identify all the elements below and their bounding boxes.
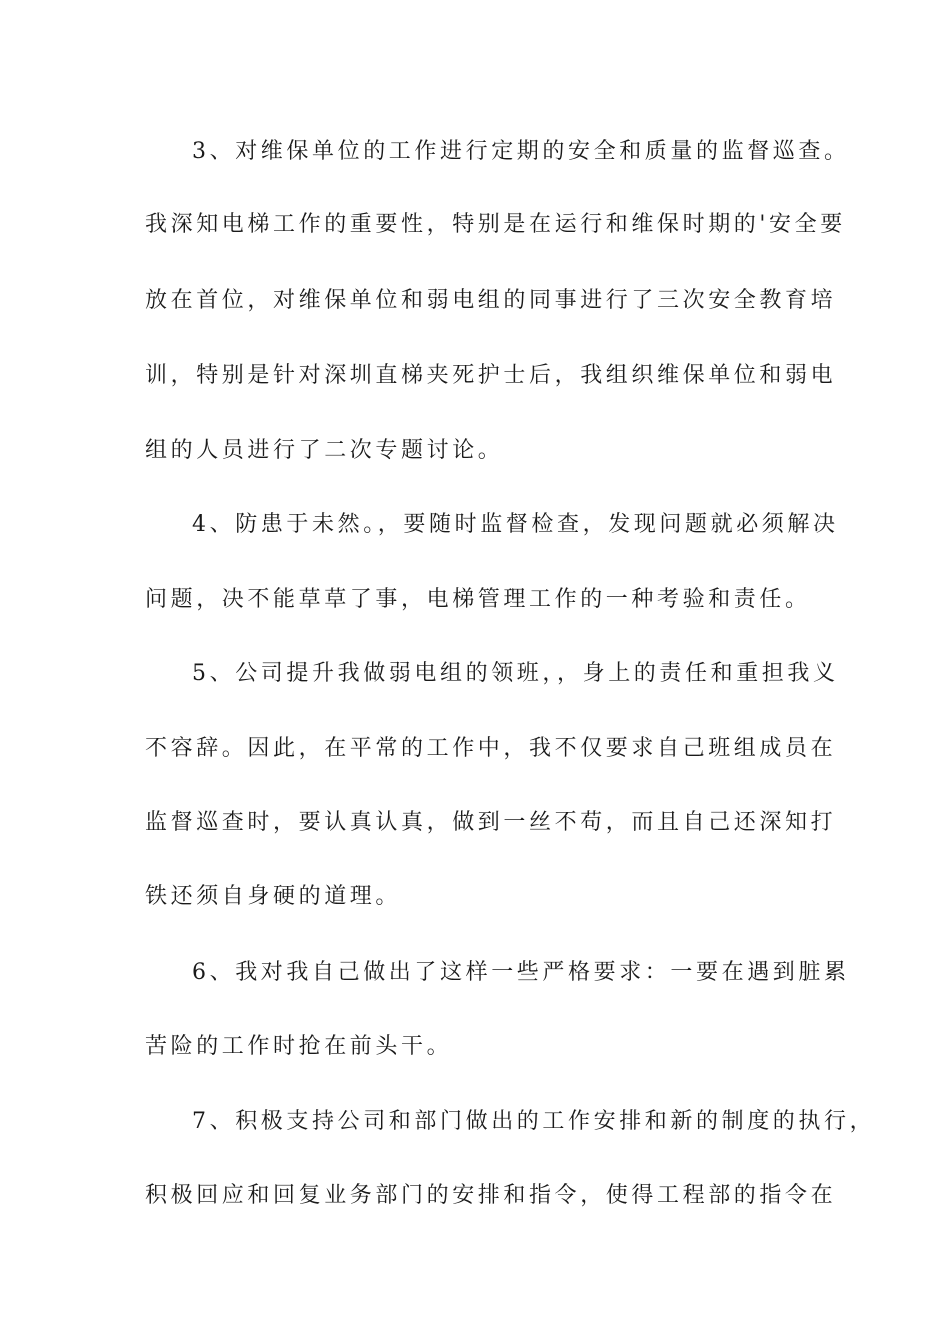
paragraph-3-line-1: 3、对维保单位的工作进行定期的安全和质量的监督巡查。 bbox=[192, 139, 850, 164]
paragraph-5-line-3: 监督巡查时，要认真认真，做到一丝不苟，而且自己还深知打 bbox=[145, 810, 837, 835]
paragraph-5-line-4: 铁还须自身硬的道理。 bbox=[145, 884, 402, 909]
paragraph-7-line-1: 7、积极支持公司和部门做出的工作安排和新的制度的执行， bbox=[192, 1109, 876, 1134]
paragraph-6-line-1: 6、我对我自己做出了这样一些严格要求：一要在遇到脏累 bbox=[192, 960, 850, 985]
paragraph-5-line-1: 5、公司提升我做弱电组的领班，，身上的责任和重担我义 bbox=[192, 661, 839, 686]
paragraph-3-line-3: 放在首位，对维保单位和弱电组的同事进行了三次安全教育培 bbox=[145, 288, 837, 313]
paragraph-3-line-4: 训，特别是针对深圳直梯夹死护士后，我组织维保单位和弱电 bbox=[145, 363, 837, 388]
paragraph-4-line-2: 问题，决不能草草了事，电梯管理工作的一种考验和责任。 bbox=[145, 587, 811, 612]
paragraph-6-line-2: 苦险的工作时抢在前头干。 bbox=[145, 1034, 453, 1059]
paragraph-5-line-2: 不容辞。因此，在平常的工作中，我不仅要求自己班组成员在 bbox=[145, 736, 837, 761]
paragraph-3-line-5: 组的人员进行了二次专题讨论。 bbox=[145, 438, 504, 463]
paragraph-3-line-2: 我深知电梯工作的重要性，特别是在运行和维保时期的'安全要 bbox=[145, 212, 846, 237]
paragraph-7-line-2: 积极回应和回复业务部门的安排和指令，使得工程部的指令在 bbox=[145, 1183, 837, 1208]
paragraph-4-line-1: 4、防患于未然。，要随时监督检查，发现问题就必须解决 bbox=[192, 512, 839, 537]
